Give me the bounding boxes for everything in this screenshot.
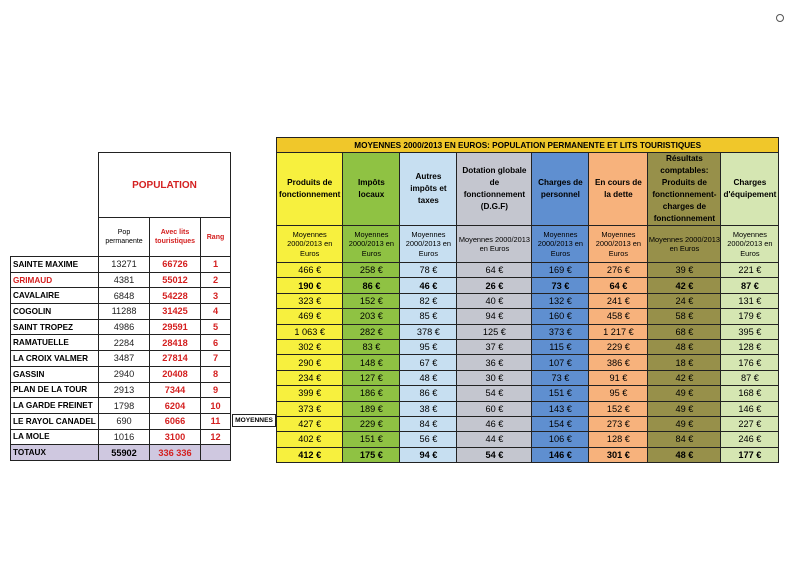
- charges-equipement-value: 246 €: [721, 432, 779, 447]
- dgf-value: 37 €: [457, 339, 532, 354]
- pop-permanente: 13271: [99, 257, 150, 273]
- table-row: [277, 324, 779, 339]
- autres-impots-subheader: Moyennes 2000/2013 en Euros: [400, 226, 457, 263]
- resultats-comptables-value: 49 €: [648, 401, 721, 416]
- avec-lits: 28418: [150, 335, 201, 351]
- avec-lits: 7344: [150, 382, 201, 398]
- dette-value: 128 €: [589, 432, 648, 447]
- rang-header: Rang: [201, 218, 231, 257]
- avec-lits: 20408: [150, 366, 201, 382]
- table-row: [277, 370, 779, 385]
- corner-mark-icon: [776, 14, 784, 22]
- impots-locaux-value: 151 €: [343, 432, 400, 447]
- table-title: MOYENNES 2000/2013 EN EUROS: POPULATION PERMANENTE ET LITS TOURISTIQUES: [277, 138, 779, 153]
- impots-locaux-header: Impôts locaux: [343, 153, 400, 226]
- moyennes-row: [277, 447, 779, 462]
- pop-permanente: 3487: [99, 351, 150, 367]
- resultats-comptables-subheader: Moyennes 2000/2013 en Euros: [648, 226, 721, 263]
- charges-personnel-value: 106 €: [532, 432, 589, 447]
- charges-personnel-value: 73 €: [532, 278, 589, 293]
- totaux-lits: 336 336: [150, 445, 201, 461]
- dgf-value: 54 €: [457, 386, 532, 401]
- rang: 10: [201, 398, 231, 414]
- autres-impots-value: 56 €: [400, 432, 457, 447]
- dgf-header: Dotation globale de fonctionnement (D.G.F): [457, 153, 532, 226]
- pop-permanente: 1798: [99, 398, 150, 414]
- autres-impots-value: 378 €: [400, 324, 457, 339]
- avec-lits: 3100: [150, 429, 201, 445]
- pop-permanente: 11288: [99, 304, 150, 320]
- autres-impots-value: 85 €: [400, 309, 457, 324]
- dette-value: 241 €: [589, 293, 648, 308]
- produits-fonctionnement-value: 469 €: [277, 309, 343, 324]
- rang: 9: [201, 382, 231, 398]
- resultats-comptables-value: 58 €: [648, 309, 721, 324]
- table-row: [277, 416, 779, 431]
- table-row: [277, 401, 779, 416]
- charges-equipement-value: 128 €: [721, 339, 779, 354]
- rang: 1: [201, 257, 231, 273]
- rang: 11: [201, 413, 231, 429]
- table-row: [11, 429, 231, 445]
- commune-name: SAINT TROPEZ: [11, 319, 99, 335]
- dgf-value: 46 €: [457, 416, 532, 431]
- dgf-value: 60 €: [457, 401, 532, 416]
- commune-name: GASSIN: [11, 366, 99, 382]
- avec-lits: 27814: [150, 351, 201, 367]
- charges-personnel-value: 169 €: [532, 263, 589, 278]
- table-row: [277, 339, 779, 354]
- produits-fonctionnement-value: 302 €: [277, 339, 343, 354]
- autres-impots-value: 86 €: [400, 386, 457, 401]
- commune-name: GRIMAUD: [11, 272, 99, 288]
- pop-permanente: 4381: [99, 272, 150, 288]
- rang: 12: [201, 429, 231, 445]
- table-row: [277, 263, 779, 278]
- totaux-pop: 55902: [99, 445, 150, 461]
- charges-equipement-subheader: Moyennes 2000/2013 en Euros: [721, 226, 779, 263]
- dette-moyenne: 301 €: [589, 447, 648, 462]
- charges-personnel-value: 107 €: [532, 355, 589, 370]
- rang: 3: [201, 288, 231, 304]
- dette-value: 229 €: [589, 339, 648, 354]
- resultats-comptables-value: 39 €: [648, 263, 721, 278]
- charges-equipement-value: 176 €: [721, 355, 779, 370]
- dgf-value: 26 €: [457, 278, 532, 293]
- autres-impots-header: Autres impôts et taxes: [400, 153, 457, 226]
- charges-personnel-value: 160 €: [532, 309, 589, 324]
- rang: 5: [201, 319, 231, 335]
- charges-equipement-header: Charges d'équipement: [721, 153, 779, 226]
- population-table: [10, 152, 231, 461]
- pop-permanente: 2913: [99, 382, 150, 398]
- pop-permanente: 2284: [99, 335, 150, 351]
- table-row: [11, 319, 231, 335]
- produits-fonctionnement-value: 399 €: [277, 386, 343, 401]
- charges-personnel-value: 373 €: [532, 324, 589, 339]
- produits-fonctionnement-value: 290 €: [277, 355, 343, 370]
- commune-name: COGOLIN: [11, 304, 99, 320]
- produits-fonctionnement-value: 323 €: [277, 293, 343, 308]
- rang: 2: [201, 272, 231, 288]
- charges-equipement-value: 221 €: [721, 263, 779, 278]
- dgf-value: 44 €: [457, 432, 532, 447]
- totaux-row: [11, 445, 231, 461]
- dette-value: 64 €: [589, 278, 648, 293]
- dgf-value: 64 €: [457, 263, 532, 278]
- dette-value: 1 217 €: [589, 324, 648, 339]
- resultats-comptables-value: 48 €: [648, 339, 721, 354]
- autres-impots-value: 82 €: [400, 293, 457, 308]
- rang: 6: [201, 335, 231, 351]
- totaux-label: TOTAUX: [11, 445, 99, 461]
- autres-impots-moyenne: 94 €: [400, 447, 457, 462]
- autres-impots-value: 95 €: [400, 339, 457, 354]
- impots-locaux-value: 148 €: [343, 355, 400, 370]
- dette-header: En cours de la dette: [589, 153, 648, 226]
- resultats-comptables-value: 24 €: [648, 293, 721, 308]
- dette-value: 386 €: [589, 355, 648, 370]
- table-row: [277, 432, 779, 447]
- commune-name: CAVALAIRE: [11, 288, 99, 304]
- dette-value: 152 €: [589, 401, 648, 416]
- avec-lits-header: Avec lits touristiques: [150, 218, 201, 257]
- rang: 7: [201, 351, 231, 367]
- table-row: [277, 278, 779, 293]
- table-row: [277, 355, 779, 370]
- produits-fonctionnement-value: 234 €: [277, 370, 343, 385]
- dette-value: 458 €: [589, 309, 648, 324]
- resultats-comptables-value: 42 €: [648, 370, 721, 385]
- charges-equipement-value: 131 €: [721, 293, 779, 308]
- produits-fonctionnement-header: Produits de fonctionnement: [277, 153, 343, 226]
- avec-lits: 31425: [150, 304, 201, 320]
- autres-impots-value: 84 €: [400, 416, 457, 431]
- resultats-comptables-value: 42 €: [648, 278, 721, 293]
- autres-impots-value: 38 €: [400, 401, 457, 416]
- produits-fonctionnement-subheader: Moyennes 2000/2013 en Euros: [277, 226, 343, 263]
- commune-name: LA MOLE: [11, 429, 99, 445]
- table-row: [11, 288, 231, 304]
- impots-locaux-value: 127 €: [343, 370, 400, 385]
- commune-name: PLAN DE LA TOUR: [11, 382, 99, 398]
- table-row: [11, 382, 231, 398]
- finance-table: [276, 137, 779, 463]
- charges-personnel-subheader: Moyennes 2000/2013 en Euros: [532, 226, 589, 263]
- dgf-value: 40 €: [457, 293, 532, 308]
- dette-subheader: Moyennes 2000/2013 en Euros: [589, 226, 648, 263]
- impots-locaux-value: 83 €: [343, 339, 400, 354]
- resultats-comptables-value: 49 €: [648, 386, 721, 401]
- charges-personnel-value: 132 €: [532, 293, 589, 308]
- rang: 4: [201, 304, 231, 320]
- dgf-subheader: Moyennes 2000/2013 en Euros: [457, 226, 532, 263]
- table-row: [277, 386, 779, 401]
- impots-locaux-moyenne: 175 €: [343, 447, 400, 462]
- pop-permanente: 2940: [99, 366, 150, 382]
- charges-equipement-moyenne: 177 €: [721, 447, 779, 462]
- produits-fonctionnement-value: 402 €: [277, 432, 343, 447]
- charges-personnel-value: 73 €: [532, 370, 589, 385]
- impots-locaux-value: 186 €: [343, 386, 400, 401]
- charges-equipement-value: 146 €: [721, 401, 779, 416]
- produits-fonctionnement-value: 190 €: [277, 278, 343, 293]
- commune-name: LE RAYOL CANADEL: [11, 413, 99, 429]
- avec-lits: 66726: [150, 257, 201, 273]
- impots-locaux-value: 86 €: [343, 278, 400, 293]
- table-row: [11, 257, 231, 273]
- produits-fonctionnement-value: 466 €: [277, 263, 343, 278]
- charges-equipement-value: 395 €: [721, 324, 779, 339]
- avec-lits: 6066: [150, 413, 201, 429]
- charges-personnel-value: 115 €: [532, 339, 589, 354]
- resultats-comptables-value: 84 €: [648, 432, 721, 447]
- produits-fonctionnement-value: 373 €: [277, 401, 343, 416]
- rang: 8: [201, 366, 231, 382]
- charges-equipement-value: 179 €: [721, 309, 779, 324]
- pop-permanente: 1016: [99, 429, 150, 445]
- commune-name: LA CROIX VALMER: [11, 351, 99, 367]
- produits-fonctionnement-value: 1 063 €: [277, 324, 343, 339]
- autres-impots-value: 48 €: [400, 370, 457, 385]
- table-row: [11, 272, 231, 288]
- charges-personnel-value: 154 €: [532, 416, 589, 431]
- dgf-value: 94 €: [457, 309, 532, 324]
- dgf-moyenne: 54 €: [457, 447, 532, 462]
- commune-name: SAINTE MAXIME: [11, 257, 99, 273]
- table-row: [11, 351, 231, 367]
- dgf-value: 125 €: [457, 324, 532, 339]
- impots-locaux-subheader: Moyennes 2000/2013 en Euros: [343, 226, 400, 263]
- dgf-value: 36 €: [457, 355, 532, 370]
- impots-locaux-value: 282 €: [343, 324, 400, 339]
- impots-locaux-value: 229 €: [343, 416, 400, 431]
- impots-locaux-value: 258 €: [343, 263, 400, 278]
- pop-permanente: 4986: [99, 319, 150, 335]
- table-row: [11, 413, 231, 429]
- pop-permanente: 6848: [99, 288, 150, 304]
- table-row: [11, 335, 231, 351]
- charges-equipement-value: 168 €: [721, 386, 779, 401]
- resultats-comptables-moyenne: 48 €: [648, 447, 721, 462]
- avec-lits: 55012: [150, 272, 201, 288]
- impots-locaux-value: 189 €: [343, 401, 400, 416]
- table-row: [11, 304, 231, 320]
- dette-value: 95 €: [589, 386, 648, 401]
- commune-name: RAMATUELLE: [11, 335, 99, 351]
- resultats-comptables-value: 18 €: [648, 355, 721, 370]
- charges-personnel-header: Charges de personnel: [532, 153, 589, 226]
- table-row: [277, 293, 779, 308]
- pop-permanente: 690: [99, 413, 150, 429]
- impots-locaux-value: 203 €: [343, 309, 400, 324]
- resultats-comptables-header: Résultats comptables: Produits de fonctionnement- charges de fonctionnement: [648, 153, 721, 226]
- avec-lits: 54228: [150, 288, 201, 304]
- avec-lits: 6204: [150, 398, 201, 414]
- resultats-comptables-value: 68 €: [648, 324, 721, 339]
- pop-permanente-header: Pop permanente: [99, 218, 150, 257]
- population-header: POPULATION: [99, 153, 231, 218]
- moyennes-label: MOYENNES: [232, 414, 276, 427]
- resultats-comptables-value: 49 €: [648, 416, 721, 431]
- charges-personnel-value: 151 €: [532, 386, 589, 401]
- autres-impots-value: 78 €: [400, 263, 457, 278]
- avec-lits: 29591: [150, 319, 201, 335]
- autres-impots-value: 67 €: [400, 355, 457, 370]
- dette-value: 273 €: [589, 416, 648, 431]
- charges-equipement-value: 87 €: [721, 278, 779, 293]
- dette-value: 276 €: [589, 263, 648, 278]
- produits-fonctionnement-moyenne: 412 €: [277, 447, 343, 462]
- dgf-value: 30 €: [457, 370, 532, 385]
- impots-locaux-value: 152 €: [343, 293, 400, 308]
- table-row: [11, 366, 231, 382]
- table-row: [277, 309, 779, 324]
- charges-personnel-moyenne: 146 €: [532, 447, 589, 462]
- charges-personnel-value: 143 €: [532, 401, 589, 416]
- charges-equipement-value: 227 €: [721, 416, 779, 431]
- produits-fonctionnement-value: 427 €: [277, 416, 343, 431]
- dette-value: 91 €: [589, 370, 648, 385]
- autres-impots-value: 46 €: [400, 278, 457, 293]
- table-row: [11, 398, 231, 414]
- commune-name: LA GARDE FREINET: [11, 398, 99, 414]
- charges-equipement-value: 87 €: [721, 370, 779, 385]
